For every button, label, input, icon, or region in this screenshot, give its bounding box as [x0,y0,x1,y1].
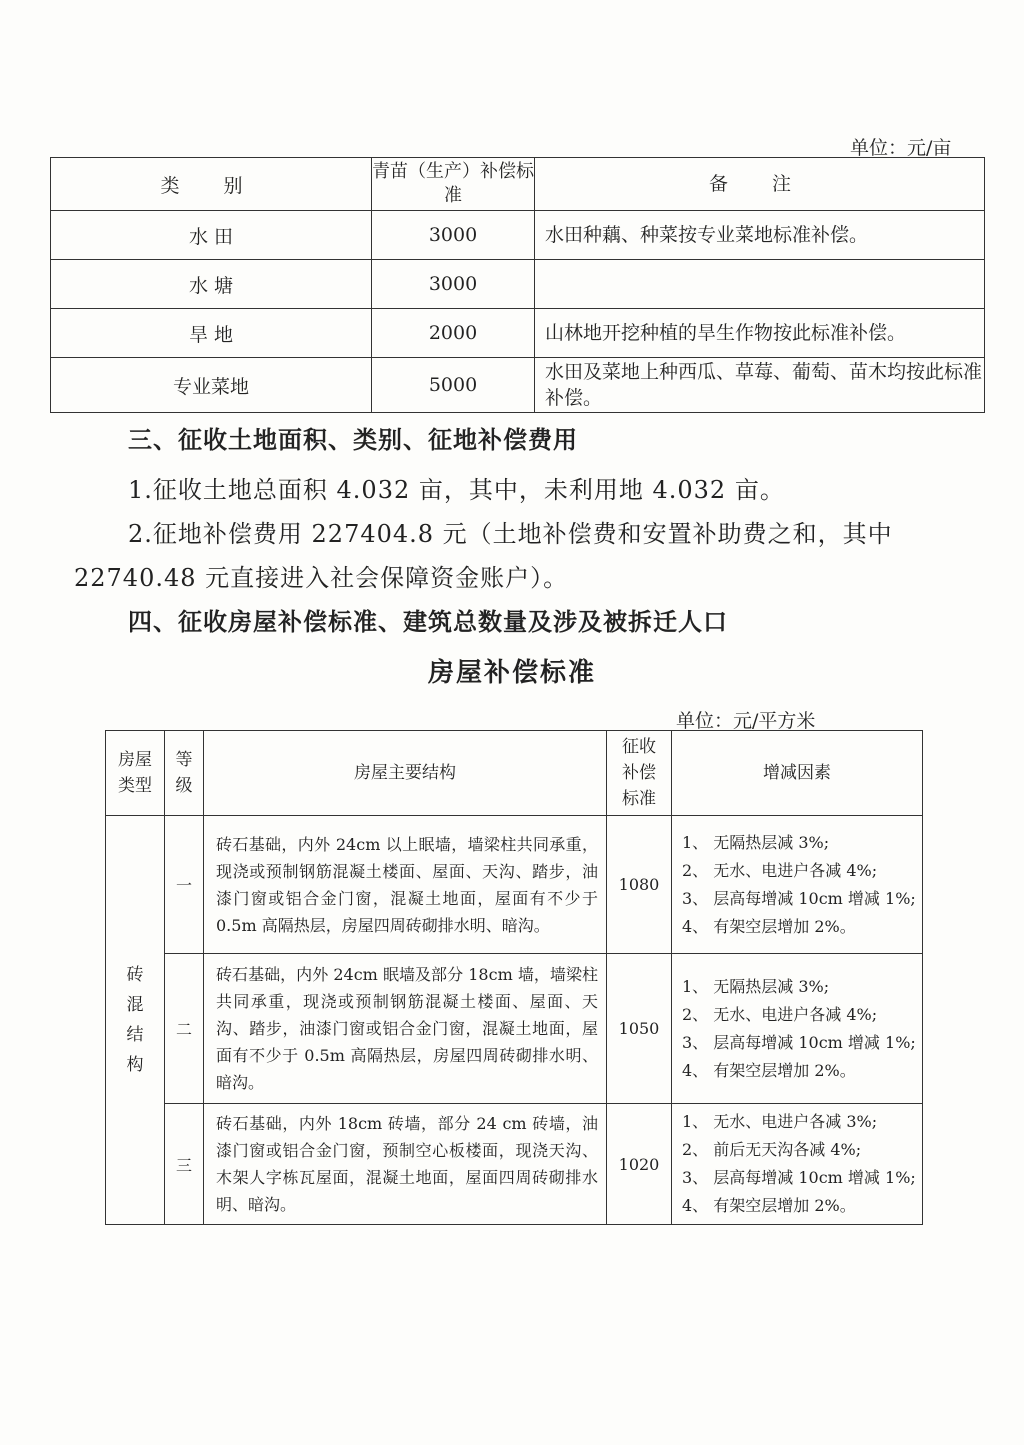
paragraph-land-area: 1.征收土地总面积 4.032 亩，其中，未利用地 4.032 亩。 [128,476,785,504]
house-type-cell [106,816,165,1225]
section-heading-3: 三、征收土地面积、类别、征地补偿费用 [128,425,578,454]
header-standard: 青苗（生产）补偿标准 [372,158,535,211]
row-standard: 1050 [607,954,672,1104]
factor-item: 1、 无隔热层减 3%; [682,832,830,852]
row-grade: 一 [165,816,204,954]
row-grade: 三 [165,1104,204,1225]
unit-label-crop: 单位：元/亩 [850,137,952,159]
row-grade: 二 [165,954,204,1104]
header-factors: 增减因素 [672,731,923,816]
factor-item: 4、 有架空层增加 2%。 [682,1196,856,1215]
table-header-row [51,158,985,211]
row-category: 专业菜地 [51,358,372,413]
crop-compensation-table [50,157,985,413]
factor-item: 3、 层高每增减 10cm 增减 1%; [682,1168,916,1187]
row-category: 旱 地 [51,309,372,358]
row-note: 水田及菜地上种西瓜、草莓、葡萄、苗木均按此标准补偿。 [535,358,985,413]
factor-item: 2、 无水、电进户各减 4%; [682,1004,878,1024]
row-standard: 3000 [372,260,535,309]
table-row [51,358,985,413]
table-row [51,260,985,309]
factor-item: 4、 有架空层增加 2%。 [682,1060,856,1080]
row-structure: 砖石基础，内外 18cm 砖墙，部分 24 cm 砖墙，油漆门窗或铝合金门窗，预制空心板楼面，现浇天沟、木架人字栋瓦屋面，混凝土地面，屋面四周砖砌排水明、暗沟。 [204,1104,607,1225]
house-type-label: 砖混结构 [126,965,144,1075]
row-standard: 1080 [607,816,672,954]
table-row [106,1104,923,1225]
table-row [106,816,923,954]
section-heading-4: 四、征收房屋补偿标准、建筑总数量及涉及被拆迁人口 [128,607,728,636]
header-house-type: 房屋类型 [106,731,165,816]
factor-item: 1、 无隔热层减 3%; [682,976,830,996]
header-standard: 征收补偿标准 [607,731,672,816]
header-category: 类 别 [51,158,372,211]
row-note: 水田种藕、种菜按专业菜地标准补偿。 [535,211,985,260]
row-standard: 1020 [607,1104,672,1225]
row-standard: 5000 [372,358,535,413]
table-header-row [106,731,923,816]
row-structure: 砖石基础，内外 24cm 以上眠墙，墙梁柱共同承重，现浇或预制钢筋混凝土楼面、屋面、天沟、踏步，油漆门窗或铝合金门窗，混凝土地面，屋面有不少于 0.5m 高隔热层，房屋四周砖砌排水明、暗沟。 [204,816,607,954]
row-note: 山林地开挖种植的旱生作物按此标准补偿。 [535,309,985,358]
factor-item: 1、 无水、电进户各减 3%; [682,1112,878,1131]
row-standard: 2000 [372,309,535,358]
row-structure: 砖石基础，内外 24cm 眠墙及部分 18cm 墙，墙梁柱共同承重，现浇或预制钢筋混凝土楼面、屋面、天沟、踏步，油漆门窗或铝合金门窗，混凝土地面，屋面有不少于 0.5m 高隔热层，房屋四周砖砌排水明、暗沟。 [204,954,607,1104]
paragraph-compensation-line2: 22740.48 元直接进入社会保障资金账户）。 [74,564,569,592]
house-table-title: 房屋补偿标准 [427,658,596,688]
row-category: 水 塘 [51,260,372,309]
factor-item: 4、 有架空层增加 2%。 [682,916,856,936]
table-row [51,211,985,260]
row-factors [672,816,923,954]
factor-item: 3、 层高每增减 10cm 增减 1%; [682,1032,916,1052]
factor-item: 3、 层高每增减 10cm 增减 1%; [682,888,916,908]
table-row [106,954,923,1104]
unit-label-house: 单位：元/平方米 [676,710,816,732]
house-compensation-table [105,730,923,1225]
factor-item: 2、 前后无天沟各减 4%; [682,1140,862,1159]
row-note [535,260,985,309]
header-note: 备 注 [535,158,985,211]
row-category: 水 田 [51,211,372,260]
factor-item: 2、 无水、电进户各减 4%; [682,860,878,880]
row-factors [672,954,923,1104]
header-structure: 房屋主要结构 [204,731,607,816]
header-grade: 等级 [165,731,204,816]
table-row [51,309,985,358]
row-standard: 3000 [372,211,535,260]
paragraph-compensation-line1: 2.征地补偿费用 227404.8 元（土地补偿费和安置补助费之和，其中 [128,520,893,548]
row-factors [672,1104,923,1225]
